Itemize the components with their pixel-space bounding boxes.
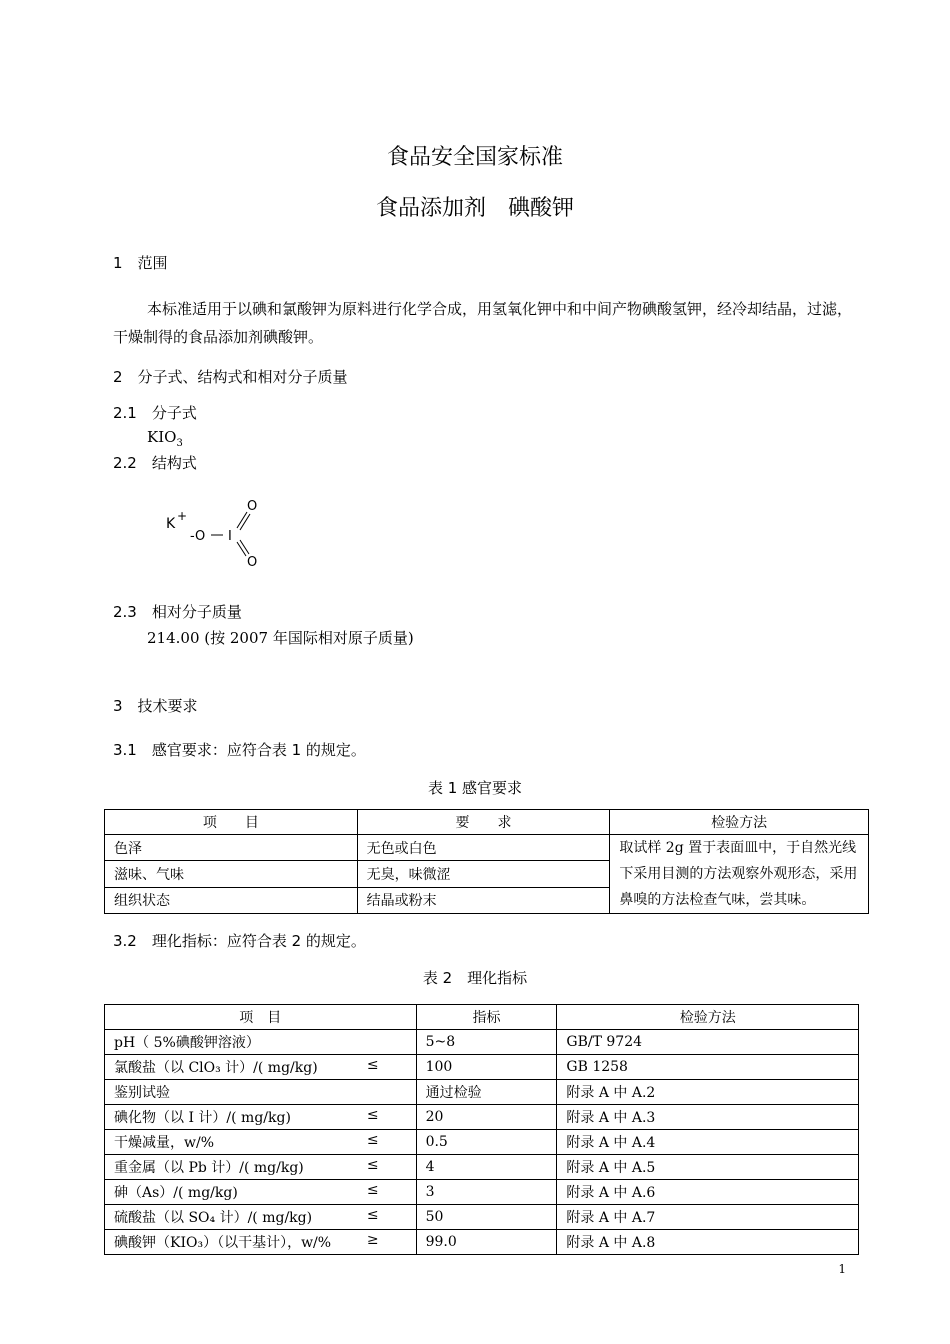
method-cell: 附录 A 中 A.6 [557, 1180, 859, 1205]
table-header-cell: 指标 [416, 1005, 557, 1030]
item-cell: 重金属（以 Pb 计）/( mg/kg) ≤ [105, 1155, 417, 1180]
section-1-heading: 1 范围 [113, 254, 168, 272]
table-row [105, 1180, 859, 1205]
item-cell: 碘酸钾（KIO₃）（以干基计），w/% ≥ [105, 1230, 417, 1255]
page-number: 1 [838, 1262, 846, 1276]
section-3-heading: 3 技术要求 [113, 697, 198, 715]
table-row [105, 1105, 859, 1130]
table-row [105, 1155, 859, 1180]
method-cell: 附录 A 中 A.8 [557, 1230, 859, 1255]
section-2-1-heading: 2.1 分子式 [113, 404, 197, 422]
method-cell: GB 1258 [557, 1055, 859, 1080]
section-1-text: 本标准适用于以碘和氯酸钾为原料进行化学合成，用氢氧化钾中和中间产物碘酸氢钾，经冷却结晶，过滤，干燥制得的食品添加剂碘酸钾。 [113, 300, 853, 346]
method-cell: 附录 A 中 A.2 [557, 1080, 859, 1105]
item-cell: pH（ 5%碘酸钾溶液） [105, 1030, 417, 1055]
table-2-physicochemical [104, 1004, 859, 1255]
value-cell: 100 [416, 1055, 557, 1080]
table-row [105, 835, 869, 861]
value-cell: 50 [416, 1205, 557, 1230]
method-line: 鼻嗅的方法检查气味，尝其味。 [619, 892, 816, 908]
value-cell: 3 [416, 1180, 557, 1205]
table-cell: 色泽 [105, 835, 358, 861]
value-cell: 0.5 [416, 1130, 557, 1155]
value-cell: 99.0 [416, 1230, 557, 1255]
table-row [105, 1080, 859, 1105]
section-3-1-heading: 3.1 感官要求：应符合表 1 的规定。 [113, 741, 366, 759]
item-cell: 鉴别试验 [105, 1080, 417, 1105]
method-cell: 附录 A 中 A.4 [557, 1130, 859, 1155]
section-3-2-heading: 3.2 理化指标：应符合表 2 的规定。 [113, 932, 366, 950]
table-2-caption: 表 2 理化指标 [422, 969, 528, 987]
method-cell: 附录 A 中 A.3 [557, 1105, 859, 1130]
relative-molecular-mass: 214.00 (按 2007 年国际相对原子质量) [147, 629, 414, 647]
table-cell: 结晶或粉末 [357, 887, 610, 913]
page-subtitle: 食品添加剂 碘酸钾 [375, 196, 574, 221]
table-header-cell: 检验方法 [557, 1005, 859, 1030]
table-cell: 无色或白色 [357, 835, 610, 861]
value-cell: 20 [416, 1105, 557, 1130]
value-cell: 通过检验 [416, 1080, 557, 1105]
table-1-sensory [104, 809, 869, 914]
plus-charge-label: + [177, 509, 188, 523]
oxygen-bottom-label: O [247, 555, 258, 570]
section-2-3-heading: 2.3 相对分子质量 [113, 603, 242, 621]
value-cell: 4 [416, 1155, 557, 1180]
k-atom-label: K [166, 516, 176, 532]
page-title: 食品安全国家标准 [386, 145, 563, 170]
iodine-atom-label: I [228, 529, 232, 544]
section-2-heading: 2 分子式、结构式和相对分子质量 [113, 368, 348, 386]
method-cell: 附录 A 中 A.5 [557, 1155, 859, 1180]
molecular-formula: $KIO_3$ [147, 428, 183, 449]
method-line: 取试样 2g 置于表面皿中，于自然光线 [619, 840, 857, 856]
table-cell: 滋味、气味 [105, 861, 358, 887]
o-minus-label: -O [190, 529, 206, 544]
item-cell: 干燥减量，w/% ≤ [105, 1130, 417, 1155]
method-cell: 附录 A 中 A.7 [557, 1205, 859, 1230]
table-header-cell: 项 目 [105, 810, 358, 835]
section-2-2-heading: 2.2 结构式 [113, 454, 197, 472]
table-row [105, 1230, 859, 1255]
table-header-row [105, 1005, 859, 1030]
table-1-caption: 表 1 感官要求 [427, 779, 523, 797]
item-cell: 碘化物（以 I 计）/( mg/kg) ≤ [105, 1105, 417, 1130]
table-row [105, 1130, 859, 1155]
table-cell: 组织状态 [105, 887, 358, 913]
item-cell: 砷（As）/( mg/kg) ≤ [105, 1180, 417, 1205]
table-header-cell: 检验方法 [610, 810, 869, 835]
item-cell: 氯酸盐（以 ClO₃ 计）/( mg/kg) ≤ [105, 1055, 417, 1080]
table-header-row [105, 810, 869, 835]
method-cell: GB/T 9724 [557, 1030, 859, 1055]
table-row [105, 1055, 859, 1080]
oxygen-top-label: O [247, 499, 258, 514]
table-row [105, 1030, 859, 1055]
inspection-method-cell [610, 835, 869, 914]
structural-formula [160, 492, 280, 574]
method-line: 下采用目测的方法观察外观形态，采用 [619, 866, 858, 882]
item-cell: 硫酸盐（以 SO₄ 计）/( mg/kg) ≤ [105, 1205, 417, 1230]
table-row [105, 1205, 859, 1230]
table-header-cell: 要 求 [357, 810, 610, 835]
table-header-cell: 项 目 [105, 1005, 417, 1030]
table-cell: 无臭，味微涩 [357, 861, 610, 887]
value-cell: 5~8 [416, 1030, 557, 1055]
